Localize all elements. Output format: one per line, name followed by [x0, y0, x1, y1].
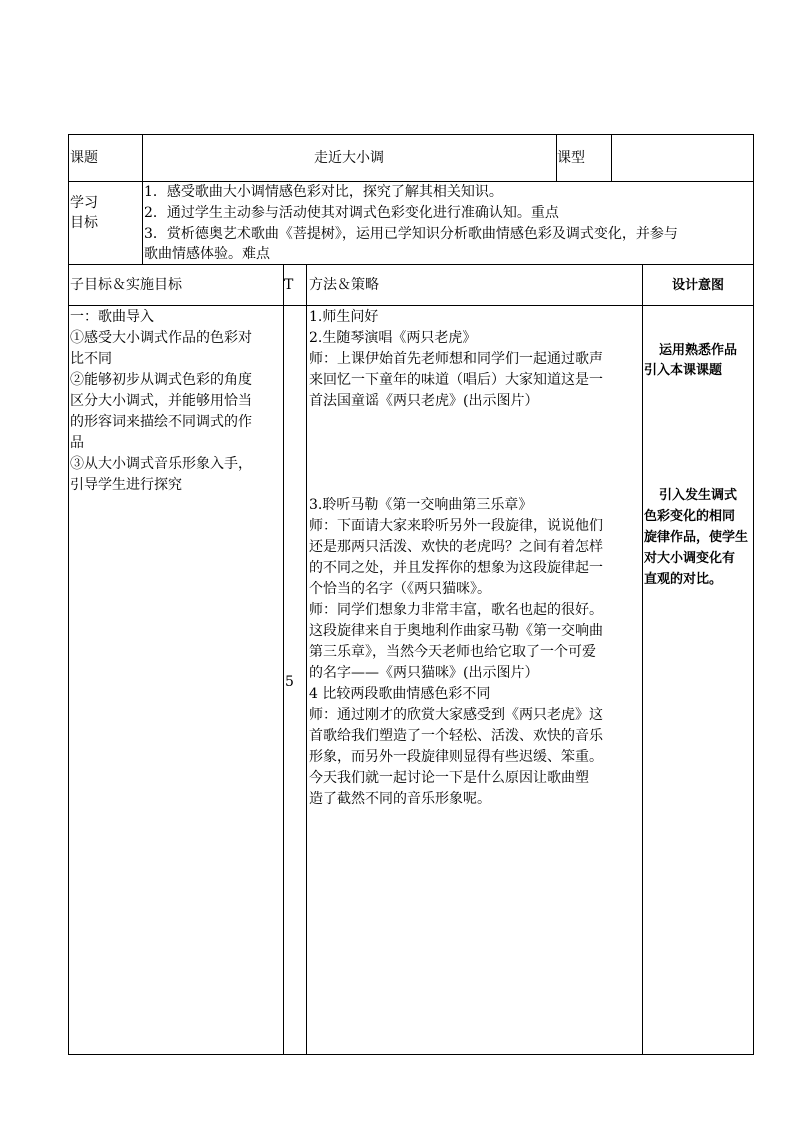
objectives-label-line1: 学习	[70, 195, 98, 211]
column-header-sub-goal: 子目标＆实施目标	[70, 277, 182, 293]
time-value: 5	[285, 674, 294, 690]
type-label: 课型	[557, 150, 585, 166]
method-line: 第三乐章》，当然今天老师也给它取了一个可爱	[309, 644, 596, 660]
method-line: 造了截然不同的音乐形象呢。	[309, 791, 491, 807]
method-line: 3.聆听马勒《第一交响曲第三乐章》	[309, 497, 533, 513]
table-border-bottom	[68, 1054, 754, 1055]
objective-item-3: 3．赏析德奥艺术歌曲《菩提树》，运用已学知识分析歌曲情感色彩及调式变化，并参与	[144, 226, 678, 242]
col-divider-design	[642, 264, 643, 1055]
method-line: 今天我们就一起讨论一下是什么原因让歌曲塑	[309, 770, 589, 786]
sub-goal-line: 品	[70, 435, 84, 451]
design-line: 旋律作品，使学生	[644, 530, 749, 545]
method-line: 的名字——《两只猫咪》(出示图片）	[309, 665, 539, 681]
sub-goal-line: 的形容词来描绘不同调式的作	[70, 414, 252, 430]
method-line: 首歌给我们塑造了一个轻松、活泼、欢快的音乐	[309, 728, 603, 744]
col-divider-time-right	[306, 264, 307, 1055]
sub-goal-line: 比不同	[70, 351, 112, 367]
design-line: 对大小调变化有	[644, 551, 736, 566]
method-line: 形象，而另外一段旋律则显得有些迟缓、笨重。	[309, 749, 603, 765]
objectives-label-line2: 目标	[70, 215, 98, 231]
column-header-design: 设计意图	[671, 278, 724, 293]
sub-goal-line: ③从大小调式音乐形象入手，	[70, 456, 252, 472]
objective-item-3-cont: 歌曲情感体验。难点	[144, 246, 270, 262]
method-line: 2.生随琴演唱《两只老虎》	[309, 330, 477, 346]
design-line: 色彩变化的相同	[644, 509, 736, 524]
column-header-method: 方法＆策略	[309, 277, 379, 293]
method-line: 还是那两只活泼、欢快的老虎吗？之间有着怎样	[309, 539, 603, 555]
method-line: 师：通过刚才的欣赏大家感受到《两只老虎》这	[309, 707, 603, 723]
col-divider-type-value	[611, 134, 612, 182]
column-header-time: T	[284, 277, 294, 293]
objective-item-1: 1．感受歌曲大小调情感色彩对比，探究了解其相关知识。	[144, 184, 503, 200]
design-line: 引入发生调式	[658, 488, 737, 503]
design-line: 运用熟悉作品	[658, 343, 737, 358]
design-line: 直观的对比。	[644, 572, 723, 587]
sub-goal-line: 一：歌曲导入	[70, 309, 154, 325]
method-line: 个恰当的名字（《两只猫咪》。	[309, 581, 491, 597]
method-line: 师：上课伊始首先老师想和同学们一起通过歌声	[309, 351, 603, 367]
row-divider-3	[68, 305, 754, 306]
topic-label: 课题	[70, 150, 98, 166]
objective-item-2: 2．通过学生主动参与活动使其对调式色彩变化进行准确认知。重点	[144, 205, 559, 221]
topic-value: 走近大小调	[314, 150, 384, 166]
method-line: 4 比较两段歌曲情感色彩不同	[309, 686, 491, 702]
table-border-left	[68, 134, 69, 1055]
sub-goal-line: 区分大小调式，并能够用恰当	[70, 393, 252, 409]
sub-goal-line: 引导学生进行探究	[70, 477, 182, 493]
method-line: 这段旋律来自于奥地利作曲家马勒《第一交响曲	[309, 623, 603, 639]
method-line: 首法国童谣《两只老虎》(出示图片）	[309, 393, 539, 409]
sub-goal-line: ②能够初步从调式色彩的角度	[70, 372, 252, 388]
sub-goal-line: ①感受大小调式作品的色彩对	[70, 330, 252, 346]
row-divider-2	[68, 264, 754, 265]
method-line: 的不同之处，并且发挥你的想象为这段旋律起一	[309, 560, 603, 576]
design-line: 引入本课课题	[644, 363, 723, 378]
method-line: 来回忆一下童年的味道（唱后）大家知道这是一	[309, 372, 603, 388]
method-line: 1.师生问好	[309, 309, 379, 325]
table-border-right	[753, 134, 754, 1055]
method-line: 师：同学们想象力非常丰富，歌名也起的很好。	[309, 602, 603, 618]
method-line: 师：下面请大家来聆听另外一段旋律，说说他们	[309, 518, 603, 534]
table-border-top	[68, 134, 754, 135]
col-divider-time-left	[283, 264, 284, 1055]
